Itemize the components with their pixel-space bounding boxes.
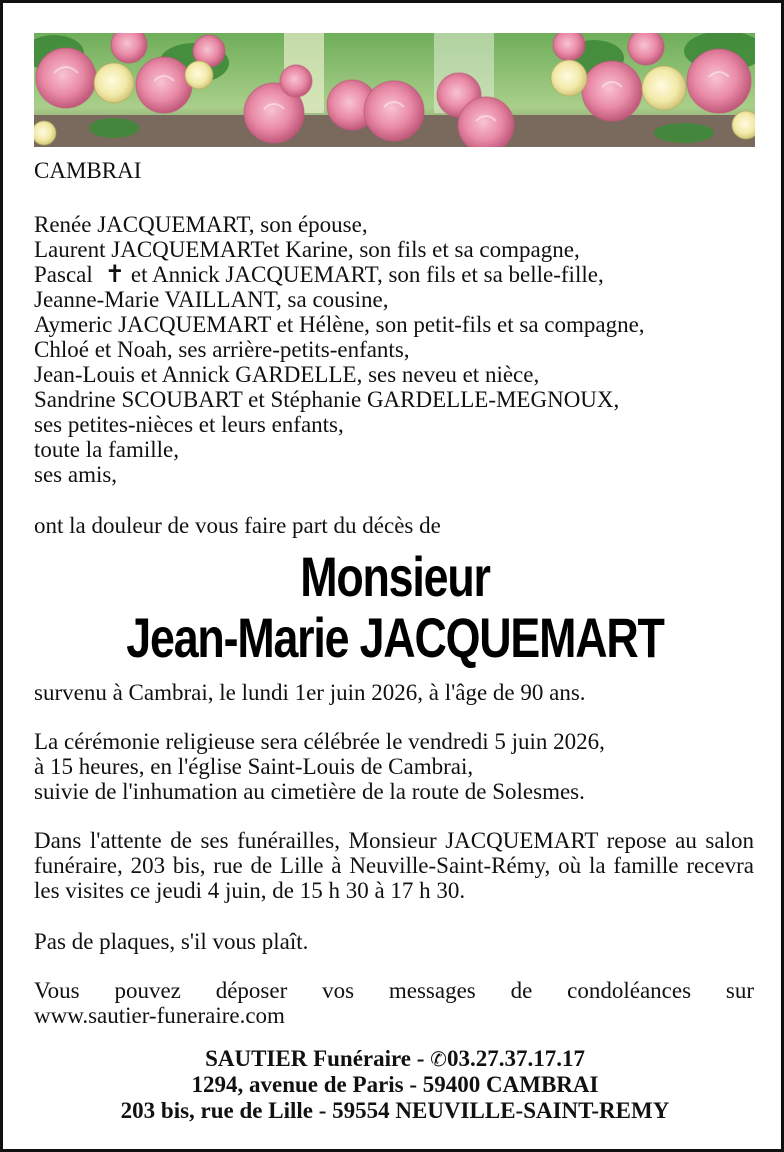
visitation-details: Dans l'attente de ses funérailles, Monsieur JACQUEMART repose au salon funéraire, 203 bis, rue de Lille à Neuville-Saint-Rémy, où la famille recevra les visites ce jeudi 4 juin, de 15 h 30 à 17 h 30.	[34, 828, 754, 903]
footer-address: 1294, avenue de Paris - 59400 CAMBRAI	[191, 1072, 599, 1097]
roses-banner-image	[34, 33, 755, 147]
family-line-relation: et Annick JACQUEMART, son fils et sa belle-fille,	[130, 262, 604, 287]
ceremony-line: à 15 heures, en l'église Saint-Louis de Cambrai,	[34, 754, 474, 779]
condolences-link[interactable]: www.sautier-funeraire.com	[34, 1003, 285, 1028]
family-line-name: Pascal	[34, 262, 93, 287]
family-line: Jean-Louis et Annick GARDELLE, ses neveu et nièce,	[34, 362, 540, 387]
death-text: survenu à Cambrai, le lundi 1er juin 2026, à l'âge de 90 ans.	[34, 680, 586, 705]
city-heading	[34, 158, 756, 183]
death-details	[34, 680, 756, 705]
city-name: CAMBRAI	[34, 158, 142, 183]
footer-address: 203 bis, rue de Lille - 59554 NEUVILLE-SAINT-REMY	[120, 1098, 670, 1123]
no-plaques-text: Pas de plaques, s'il vous plaît.	[34, 929, 309, 954]
footer-company-line	[3, 1046, 784, 1072]
family-line: Aymeric JACQUEMART et Hélène, son petit-fils et sa compagne,	[34, 312, 645, 337]
company-name: SAUTIER Funéraire -	[205, 1046, 431, 1071]
phone-number[interactable]: 03.27.37.17.17	[446, 1046, 585, 1071]
announcement-text: ont la douleur de vous faire part du décès de	[34, 513, 441, 538]
family-line: Chloé et Noah, ses arrière-petits-enfants,	[34, 337, 410, 362]
ceremony-line: suivie de l'inhumation au cimetière de la route de Solesmes.	[34, 779, 585, 804]
family-line: Laurent JACQUEMARTet Karine, son fils et sa compagne,	[34, 237, 580, 262]
phone-icon: ✆	[430, 1047, 447, 1071]
family-line: ses amis,	[34, 462, 118, 487]
family-line: toute la famille,	[34, 437, 179, 462]
condolences-note	[34, 978, 754, 1028]
deceased-name: Jean-Marie JACQUEMART	[126, 606, 664, 669]
family-line: ses petites-nièces et leurs enfants,	[34, 412, 344, 437]
family-line: Renée JACQUEMART, son épouse,	[34, 212, 368, 237]
family-list	[34, 212, 756, 487]
family-line: Jeanne-Marie VAILLANT, sa cousine,	[34, 287, 389, 312]
deceased-title: Monsieur	[300, 545, 490, 608]
family-line: Sandrine SCOUBART et Stéphanie GARDELLE-MEGNOUX,	[34, 387, 620, 412]
condolences-text: Vous pouvez déposer vos messages de condoléances sur	[34, 978, 754, 1003]
no-plaques-note	[34, 929, 756, 954]
ceremony-details	[34, 729, 756, 804]
announcement	[34, 513, 756, 538]
ceremony-line: La cérémonie religieuse sera célébrée le vendredi 5 juin 2026,	[34, 729, 605, 754]
family-line	[34, 262, 756, 287]
funeral-home-footer	[3, 1046, 784, 1124]
cross-icon: ✝	[104, 260, 125, 288]
